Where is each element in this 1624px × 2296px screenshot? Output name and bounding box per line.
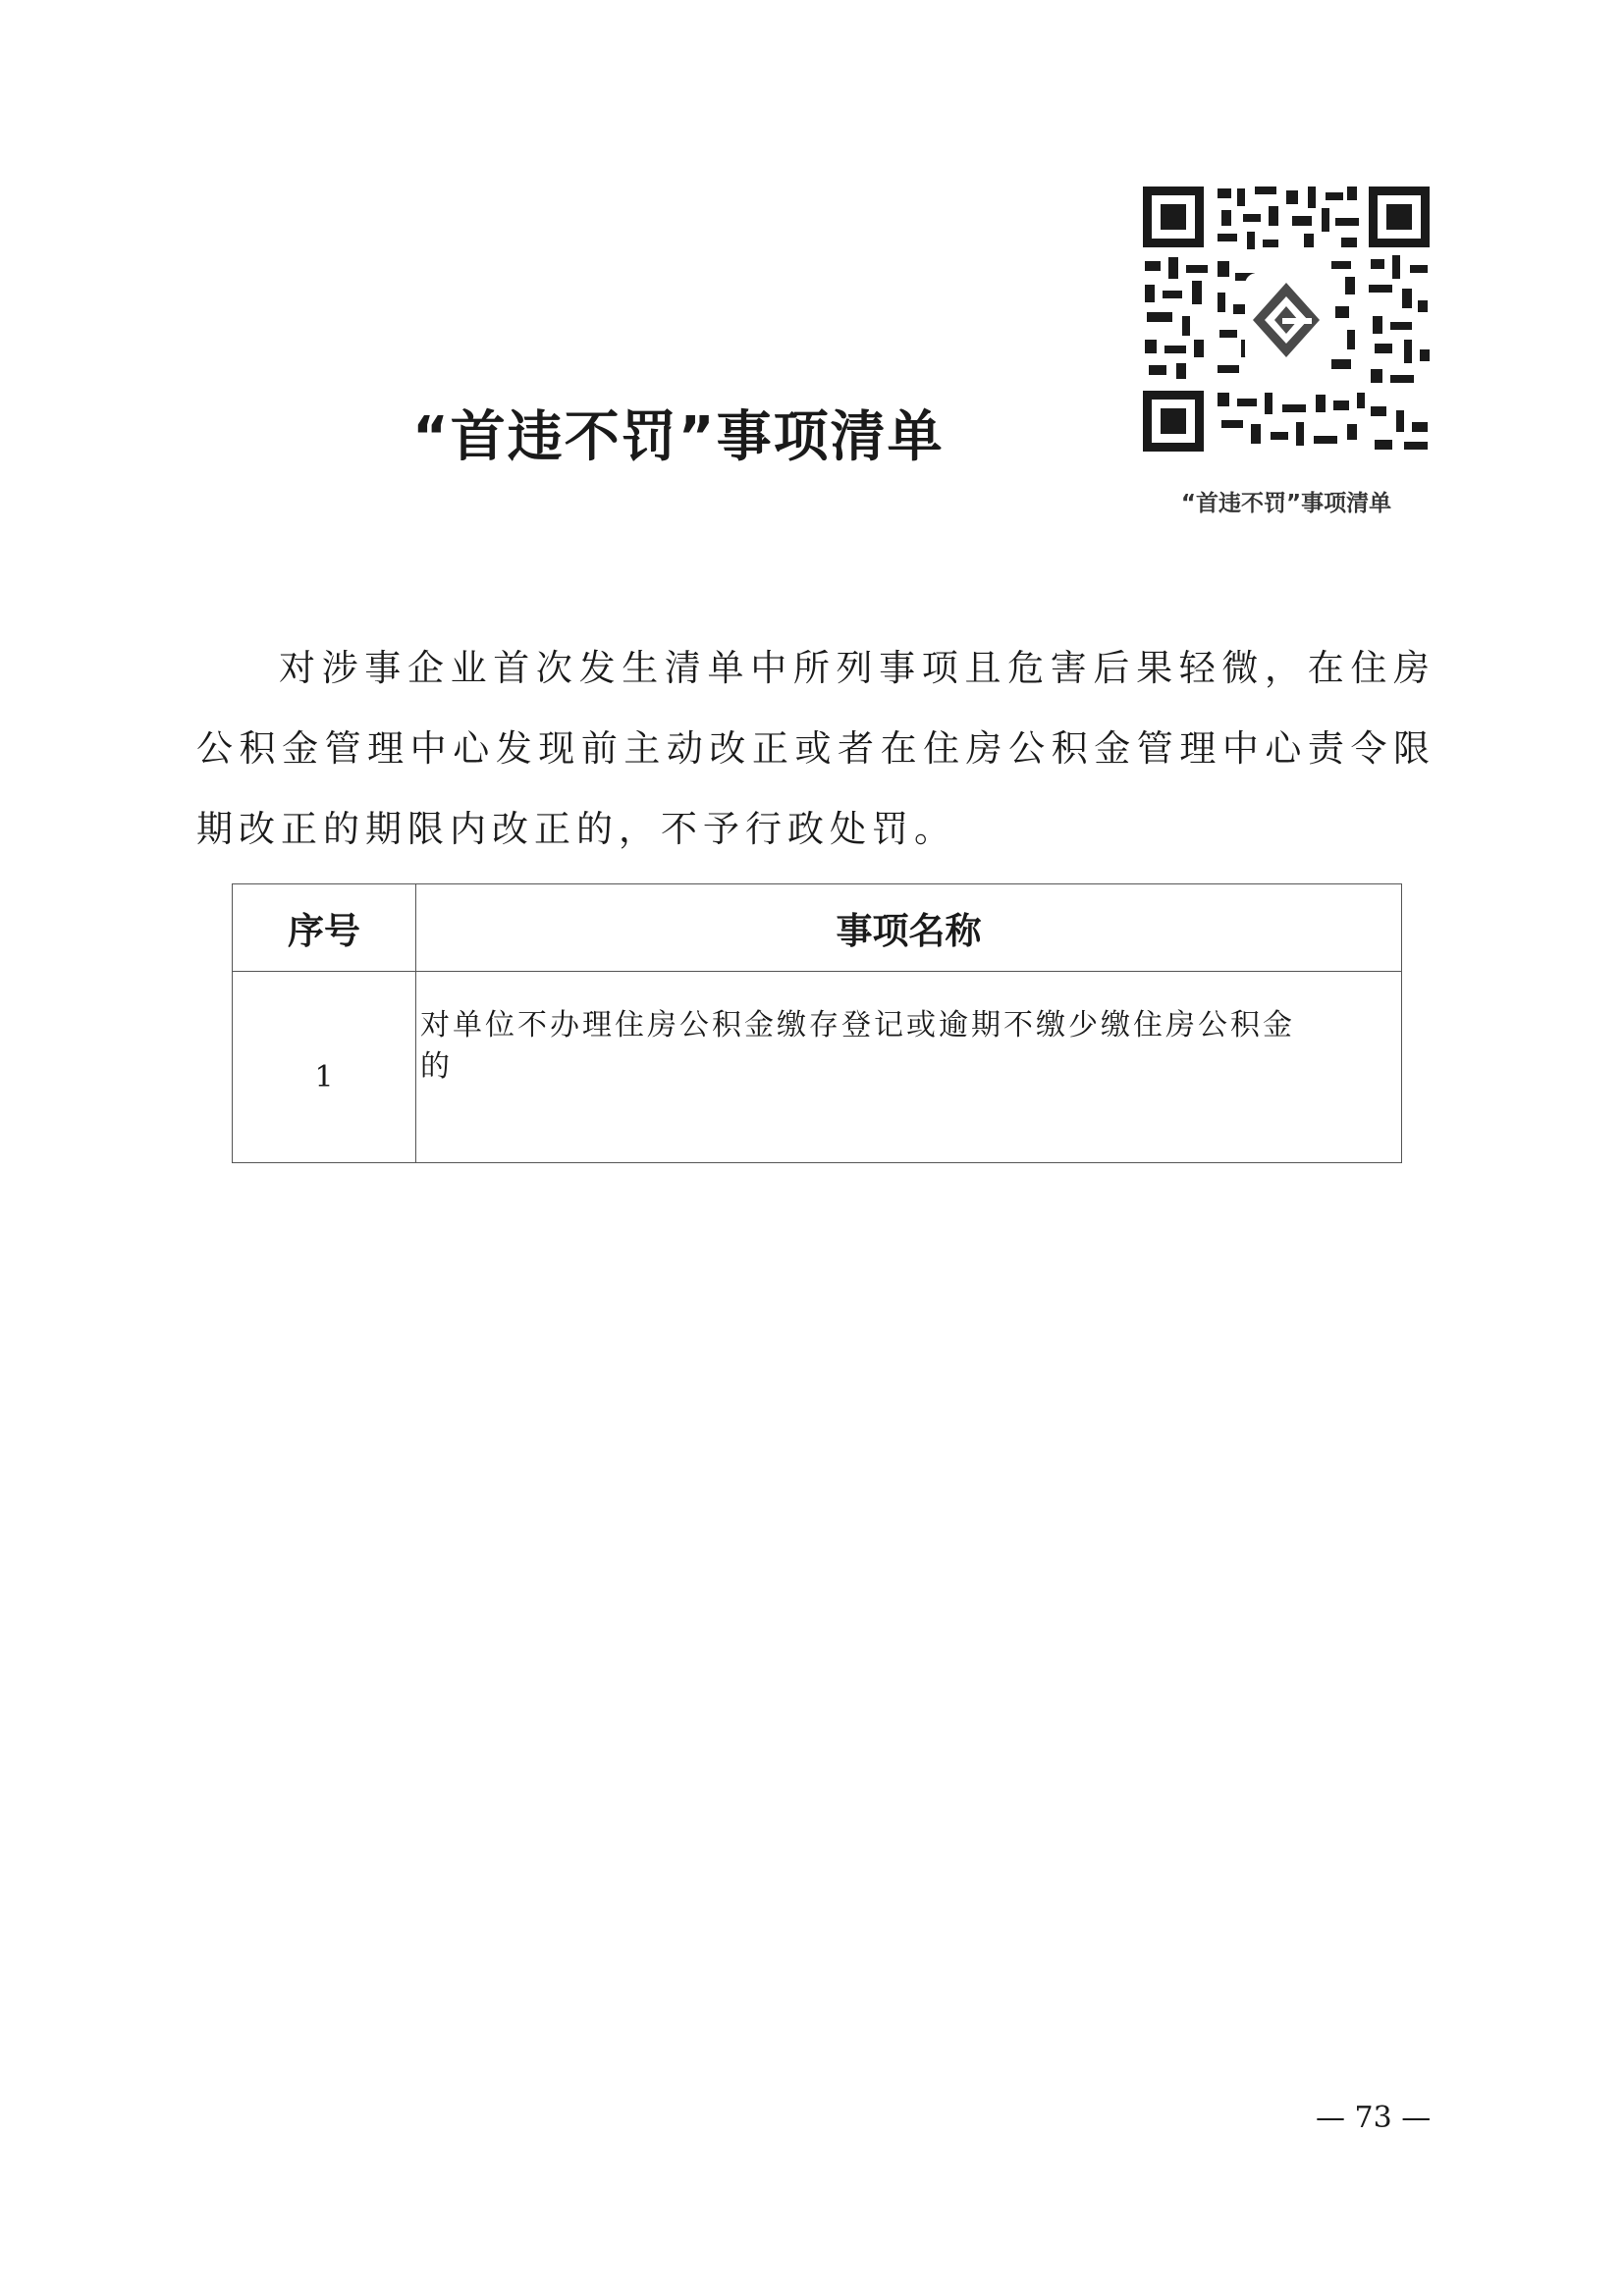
header-item-name: 事项名称 <box>416 884 1402 972</box>
row-serial-number: 1 <box>233 972 416 1163</box>
intro-paragraph: 对涉事企业首次发生清单中所列事项且危害后果轻微，在住房公积金管理中心发现前主动改正或者在住房公积金管理中心责令限期改正的期限内改正的，不予行政处罚。 <box>196 647 1435 850</box>
page-title: “首违不罚”事项清单 <box>412 405 945 469</box>
header-serial-number: 序号 <box>233 884 416 972</box>
table-header-row <box>233 884 1402 972</box>
qr-code-block <box>1139 183 1434 517</box>
qr-caption: “首违不罚”事项清单 <box>1180 491 1392 516</box>
qr-code-icon[interactable] <box>1139 183 1434 457</box>
table-row <box>233 972 1402 1163</box>
page-number: — 73 — <box>1316 2101 1432 2135</box>
items-table <box>232 883 1402 1163</box>
row-item-name: 对单位不办理住房公积金缴存登记或逾期不缴少缴住房公积金的 <box>416 972 1402 1163</box>
